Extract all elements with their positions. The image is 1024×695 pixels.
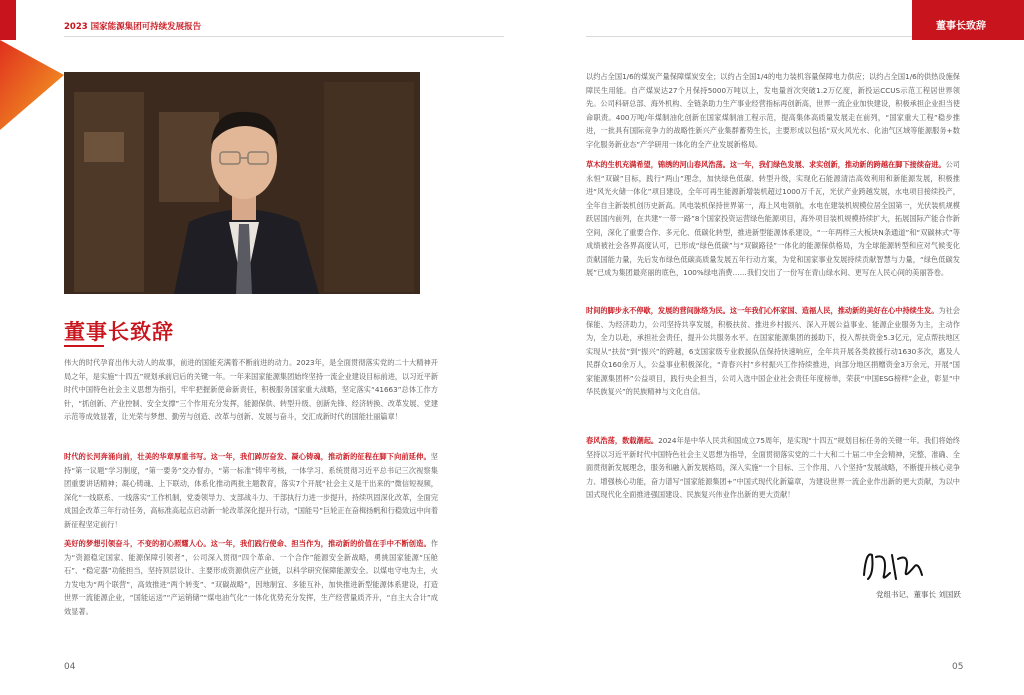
paragraph-energy-supply: 以约占全国1/6的煤炭产量保障煤炭安全；以约占全国1/4的电力装机容量保障电力供应；以约占全国1/6的供热设施保障民生用能。自产煤炭达27个月保持5000万吨以上，发电量首次突破1.2万亿度，新投运CCUS示范工程居世界领先。公司科研总部、海外机构、全链条助力生产事业经营指标再创新高，世界一流企业加快建设，积极承担企业担当使命职责。400万吨/年煤制油化创新在国家煤制油工程示范，提高集体高质量发展走在前列，“国家重大工程”稳步推进，一批具有国际竞争力的战略性新兴产业集群蓄势生长，主要形成以包括“双火风光水、化油气区域等能源服务+数字化服务新业态”产学研用一体化的全产业发展新格局。 bbox=[586, 72, 960, 149]
handwritten-signature-image bbox=[858, 545, 928, 585]
chairman-portrait-photo bbox=[64, 72, 420, 294]
paragraph-lead: 美好的梦想引领奋斗，不变的初心照耀人心。这一年，我们践行使命、担当作为，推动新的价值在手中不断创造。 bbox=[64, 539, 431, 548]
page-number-left: 04 bbox=[64, 662, 76, 672]
orange-triangle-decoration bbox=[0, 40, 64, 130]
paragraph-lead: 春风浩荡，数载潮起。 bbox=[586, 436, 659, 445]
paragraph-outlook: 春风浩荡，数载潮起。2024年是中华人民共和国成立75周年，是实现“十四五”规划目标任务的关键一年。我们将始终坚持以习近平新时代中国特色社会主义思想为指导，全面贯彻落实党的二十大和二十届二中全会精神，完整、准确、全面贯彻新发展理念，服务和融入新发展格局，深入实施“一个目标、三个作用、八个坚持”发展战略，不断提升核心竞争力、增强核心功能，奋力谱写“国家能源集团+”中国式现代化新篇章，为建设世界一流企业作出新的更大贡献，为以中国式现代化全面推进强国建设、民族复兴伟业作出新的更大贡献！ bbox=[586, 436, 961, 499]
paragraph-lead: 草木的生机充满希望，锦绣的河山春风浩荡。这一年，我们绿色发展、求实创新，推动新的跨越在脚下接续奋进。 bbox=[586, 160, 946, 169]
page-title: 董事长致辞 bbox=[64, 320, 174, 344]
header-rule bbox=[64, 36, 504, 37]
paragraph-mission: 美好的梦想引领奋斗，不变的初心照耀人心。这一年，我们践行使命、担当作为，推动新的价值在手中不断创造。作为“资源稳定国家、能源保障引领者”，公司深入贯彻“四个革命、一个合作”能源安全新战略，勇挑国家能源“压舱石”、“稳定器”功能担当，坚持顶层设计、主要形成资源供应产业链，以科学研究保障能源安全。以煤电守电为主，火力发电为“两个联营”，高效推进“两个转变”、“双碳战略”，因地制宜、多能互补，加快推进新型能源体系建设，打造世界一流能源企业，“国能运送”“产运销储”“煤电油气化”一体化优势充分发挥，生产经营量质齐升，“自主大合计”成效显著。 bbox=[64, 539, 438, 616]
paragraph-lead: 时代的长河奔涌向前，壮美的华章厚重书写。这一年，我们踔厉奋发、凝心铸魂，推动新的征程在脚下向前延伸。 bbox=[64, 452, 431, 461]
red-accent-bar bbox=[0, 0, 16, 40]
paragraph-reform: 时代的长河奔涌向前，壮美的华章厚重书写。这一年，我们踔厉奋发、凝心铸魂，推动新的征程在脚下向前延伸。坚持“第一议题”学习制度，“第一要务”交办督办，“第一标准”铸牢考核，一体学习、系统贯彻习近平总书记三次视察集团重要讲话精神；凝心铸魂、上下联动，体系化推动两批主题教育，落实7个开展“社会主义是干出来的”微信短视频，深化“一线联系、一线落实”工作机制，党委领导力、支部战斗力、干部执行力进一步提升，持续巩固深化改革，全面完成国企改革三年行动任务，高标准高起点启动新一轮改革深化提升行动，“国能号”巨轮正在奋楫扬帆和行稳致远中向着新征程坚定前行！ bbox=[64, 452, 439, 529]
paragraph-lead: 时间的脚步永不停歇，发展的营间脉络为民。这一年我们心怀家国、造福人民，推动新的美好在心中持续生发。 bbox=[586, 306, 939, 315]
report-header-title: 2023 国家能源集团可持续发展报告 bbox=[64, 22, 202, 32]
portrait-illustration bbox=[64, 72, 420, 294]
opening-paragraph: 伟大的时代孕育出伟大动人的故事，前进的国能充满着不断前进的动力。2023年，是全面贯彻落实党的二十大精神开局之年，是实施“十四五”规划承前启后的关键一年。一年来国家能源集团始终坚持一流企业建设目标前进，以习近平新时代中国特色社会主义思想为指引，牢牢把握新使命新责任，积极服务国家重大战略，坚定落实“41663”总体工作方针，“抓创新、产业控制、安全支撑”三个作用充分发挥，能源保供、转型升级、创新先锋、经济转换、改革发展、党建示范等成效显著，让光荣与梦想、勤劳与创造、改革与创新、发展与奋斗，交汇成新时代的国能壮丽篇章！ bbox=[64, 358, 439, 421]
paragraph-people: 时间的脚步永不停歇，发展的营间脉络为民。这一年我们心怀家国、造福人民，推动新的美好在心中持续生发。为社会保能、为经济助力，公司坚持共享发展，积极扶贫、推进乡村振兴、深入开展公益事业、能源企业服务为主，主动作为，全力以赴，承担社会责任，提升公共服务水平。在国家能源集团的援助下，投入帮扶资金5.3亿元，定点帮扶地区实现从“扶贫”到“振兴”的跨越，6支国家级专业救援队伍保持快速响应，全年共开展各类救援行动1630多次，惠及人民群众160余万人，公益事业积极深化，“青春兴村”乡村振兴工作持续推进，向部分地区捐赠资金3万余元，开展“国家能源集团杯”公益项目，践行央企担当，公司入选中国企业社会责任年度榜单，荣获“中国ESG榜样”企业，彰显“中华民族复兴”的民族精神与文化自信。 bbox=[586, 306, 960, 396]
page-number-right: 05 bbox=[952, 662, 964, 672]
section-label: 董事长致辞 bbox=[936, 21, 986, 32]
signature-area bbox=[858, 545, 928, 589]
paragraph-green-development: 草木的生机充满希望，锦绣的河山春风浩荡。这一年，我们绿色发展、求实创新，推动新的跨越在脚下接续奋进。公司永恒“双碳”目标，践行“两山”理念，加快绿色低碳、转型升级，实现化石能源清洁高效利用和新能源发展，积极推进“风光火储一体化”项目建设，全年可再生能源新增装机超过1000万千瓦，光伏产业跨越发展，水电项目接续投产，全年自主新装机创历史新高。风电装机保持世界第一，海上风电领航，水电在建装机规模位居全国第一，光伏装机规模跃居国内前列，在共建“一带一路”8个国家投资运营绿色能源项目，海外项目装机规模持续扩大，拓展国际产能合作新空间，深化了重要合作、多元化、低碳化转型，推进新型能源体系建设，“一年两样三大板块N条通道”和“双碳林式”等成绩被社会各界高度认可，已形成“绿色低碳”与“双碳路径”一体化的能源保供格局，为全球能源转型和应对气候变化贡献国能力量，先后发布绿色低碳高质量发展五年行动方案，为党和国家事业发展持续贡献智慧与力量，“绿色低碳发展”已成为集团最亮丽的底色，100%绿电消费……我们交出了一份写在青山绿水间、更写在人民心间的美丽答卷。 bbox=[586, 160, 960, 277]
signature-caption: 党组书记、董事长 刘国跃 bbox=[876, 590, 961, 599]
title-underline bbox=[64, 345, 104, 347]
